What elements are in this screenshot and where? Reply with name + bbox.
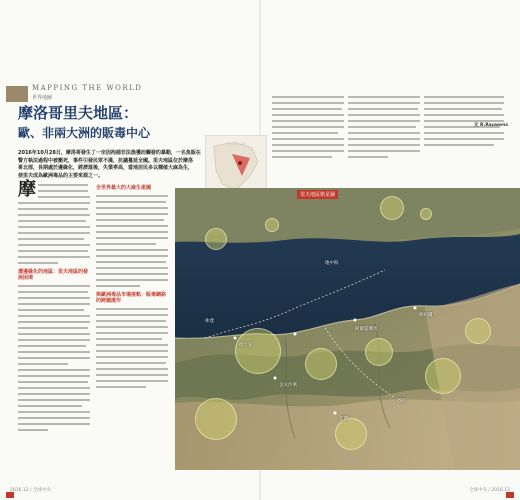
cultivation-zone-marker [365,338,393,366]
lede-line: 哥北部，長期處於邊緣化，經濟落後，失業率高，當地居民多以種植大麻為生， [18,165,194,172]
left-column-1 [18,179,90,433]
section-heading: 遭邊緣化的地區：里夫地區的發展困境 [18,269,89,281]
cultivation-zone-marker [465,318,491,344]
article-subtitle: 歐、非兩大洲的販毒中心 [18,126,151,140]
footer-right: 全球中央 / 2016.12 [469,488,510,493]
map-label-city: 休達 [205,319,214,324]
footer-left: 2016.12 / 全球中央 [10,488,51,493]
cultivation-zone-marker [335,418,367,450]
cultivation-zone-marker [380,196,404,220]
article-title: 摩洛哥里夫地區： [18,104,139,122]
lede-line: 警方執法過程中被壓死，事件引發民眾不滿，抗議蔓延全國。里夫地區位於摩洛 [18,157,194,164]
satellite-map [175,188,520,470]
cultivation-zone-marker [305,348,337,380]
drop-cap: 摩 [18,179,36,200]
map-label-city: 阿爾霍賽馬 [355,327,378,332]
right-column-1 [272,94,344,160]
section-heading: 與歐洲毒品市場接軌：販毒網絡的跨國運作 [96,292,167,304]
cultivation-zone-marker [265,218,279,232]
map-label-city: 德土安 [239,343,253,348]
cultivation-zone-marker [205,228,227,250]
section-color-bar [6,86,28,102]
section-heading: 全世界最大的大麻生產國 [96,185,152,191]
right-column-3 [424,94,504,148]
lede-line: 使里夫成為歐洲毒品的主要來源之一。 [18,172,104,179]
right-column-2 [348,94,420,160]
cultivation-zone-marker [425,358,461,394]
map-title-box: 里夫地區衛星圖 [297,190,338,199]
map-label-sea: 地中海 [325,261,339,266]
cultivation-zone-marker [235,328,281,374]
map-label-city: 舍夫沙萬 [279,383,297,388]
map-label-city: 塔扎 [397,399,406,404]
map-label-city: 納祖爾 [419,313,433,318]
cultivation-zone-marker [420,208,432,220]
article-lede [18,150,201,180]
section-label-en: MAPPING THE WORLD [32,84,143,92]
map-label-city: 非斯 [339,417,348,422]
left-column-2 [96,182,168,390]
section-label-zh: 世界地圖 [32,95,53,101]
cultivation-zone-marker [195,398,237,440]
lede-line: 2016年10月28日，摩洛哥發生了一宗因拘捕非法漁獲而觸發的暴動，一名魚販在 [18,150,201,156]
byline: 文 R.Rauwens [473,123,508,128]
